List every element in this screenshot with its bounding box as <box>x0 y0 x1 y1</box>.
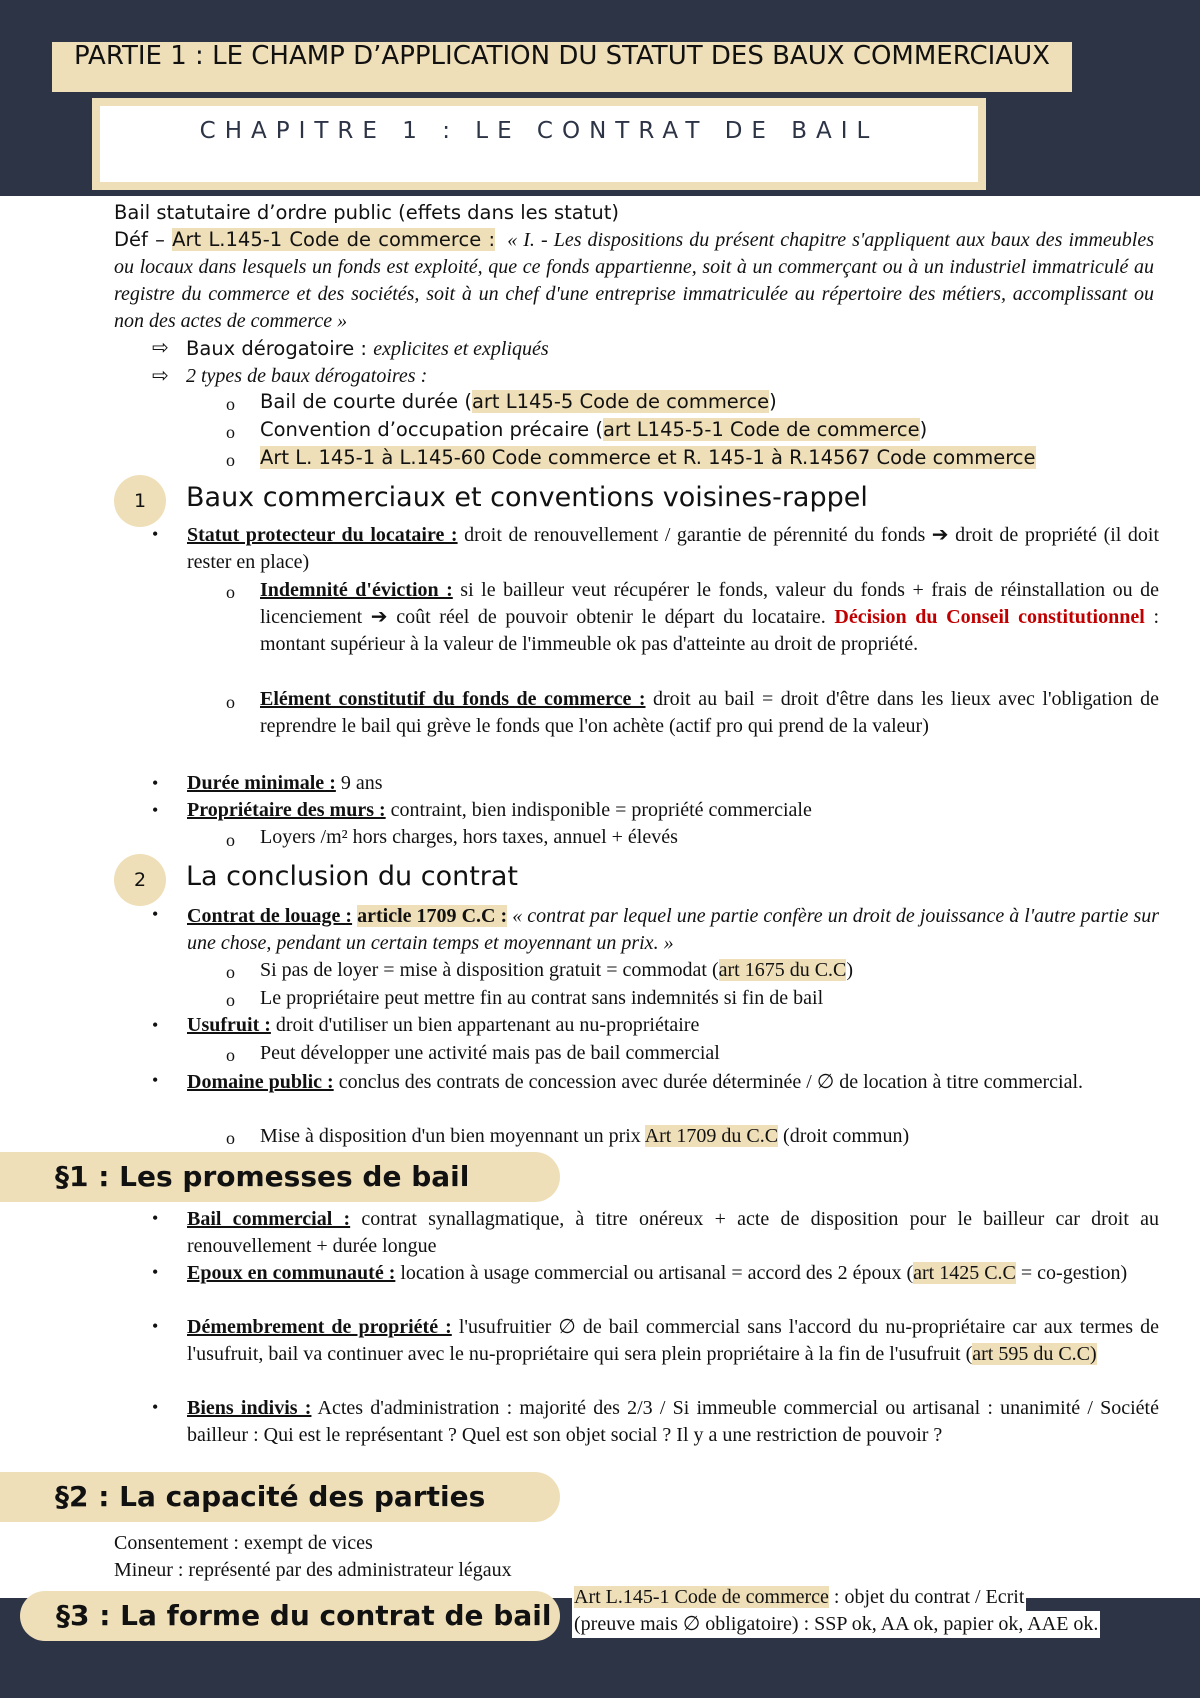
derogatoire-line <box>186 335 549 363</box>
circle-bullet-icon: o <box>226 582 235 602</box>
bullet-icon: • <box>152 1262 159 1282</box>
arrow-item <box>152 335 169 362</box>
types-italic: 2 types de baux dérogatoires : <box>186 365 428 387</box>
chapitre-box <box>92 98 986 190</box>
bullet-icon: • <box>152 800 159 820</box>
def-label: Déf – <box>114 228 173 251</box>
chapitre-title: CHAPITRE 1 : LE CONTRAT DE BAIL <box>100 106 978 182</box>
paragraph-heading-3: §3 : La forme du contrat de bail <box>20 1591 560 1641</box>
arrow-item <box>152 363 169 390</box>
derogatoire-label: Baux dérogatoire : <box>186 337 374 360</box>
list-item: Propriétaire des murs : contraint, bien indisponible = propriété commerciale <box>187 799 812 821</box>
partie-title: PARTIE 1 : LE CHAMP D’APPLICATION DU STATUT DES BAUX COMMERCIAUX <box>52 42 1072 92</box>
circle-bullet-icon: o <box>226 422 235 442</box>
circle-bullet-icon: o <box>226 962 235 982</box>
intro-line: Bail statutaire d’ordre public (effets dans les statut) <box>114 201 620 224</box>
forme-line-2: (preuve mais ∅ obligatoire) : SSP ok, AA ok, papier ok, AAE ok. <box>572 1611 1100 1638</box>
list-item: Démembrement de propriété : l'usufruitier ∅ de bail commercial sans l'accord du nu-propriétaire car aux termes de l'usufruit, bail va continuer avec le nu-propriétaire qui sera plein propriétaire à la fin de l'usufruit (art 595 du C.C) <box>187 1316 1160 1365</box>
circle-bullet-icon: o <box>226 450 235 470</box>
list-item: Si pas de loyer = mise à disposition gratuit = commodat (art 1675 du C.C) <box>260 959 854 981</box>
list-item: Contrat de louage : article 1709 C.C : « contrat par lequel une partie confère un droit de jouissance à l'autre partie sur une chose, pendant un certain temps et moyennant un prix. » <box>187 905 1160 954</box>
bullet-icon: • <box>152 1397 159 1417</box>
types-line <box>186 363 427 390</box>
def-ref: Art L.145-1 Code de commerce : <box>172 228 496 251</box>
list-item: Elément constitutif du fonds de commerce : droit au bail = droit d'être dans les lieux avec l'obligation de reprendre le bail qui grève le fonds que l'on achète (actif pro qui prend de la valeur) <box>260 688 1159 737</box>
bullet-icon: • <box>152 1070 159 1090</box>
list-item: Durée minimale : 9 ans <box>187 772 383 794</box>
bullet-icon: • <box>152 1316 159 1336</box>
bullet-icon: • <box>152 524 159 544</box>
arrow-icon: ⇨ <box>152 337 169 359</box>
circle-bullet-icon: o <box>226 1128 235 1148</box>
sub-item: Art L. 145-1 à L.145-60 Code commerce et R. 145-1 à R.14567 Code commerce <box>260 446 1036 469</box>
list-item: Domaine public : conclus des contrats de concession avec durée déterminée / ∅ de location à titre commercial. <box>187 1071 1084 1093</box>
paragraph-heading-1: §1 : Les promesses de bail <box>0 1152 560 1202</box>
list-item: Indemnité d'éviction : si le bailleur veut récupérer le fonds, valeur du fonds + frais de réinstallation ou de licenciement ➔ coût réel de pouvoir obtenir le départ du locataire. Décision du Conseil constitutionnel : montant supérieur à la valeur de l'immeuble ok pas d'atteinte au droit de propriété. <box>260 579 1159 655</box>
section-title: La conclusion du contrat <box>186 861 519 892</box>
list-item: Epoux en communauté : location à usage commercial ou artisanal = accord des 2 époux (art 1425 C.C = co-gestion) <box>187 1262 1128 1284</box>
sub-item: Bail de courte durée (art L145-5 Code de commerce) <box>260 390 777 413</box>
circle-bullet-icon: o <box>226 830 235 850</box>
list-item: Loyers /m² hors charges, hors taxes, annuel + élevés <box>260 826 678 848</box>
paragraph-heading-2: §2 : La capacité des parties <box>0 1472 560 1522</box>
list-item: Peut développer une activité mais pas de bail commercial <box>260 1042 720 1064</box>
list-item: Bail commercial : contrat synallagmatique, à titre onéreux + acte de disposition pour le bailleur car droit au renouvellement + durée longue <box>187 1208 1159 1257</box>
section-number-badge: 1 <box>114 475 166 527</box>
section-number-badge: 2 <box>114 854 166 906</box>
circle-bullet-icon: o <box>226 1045 235 1065</box>
list-item: Mise à disposition d'un bien moyennant un prix Art 1709 du C.C (droit commun) <box>260 1125 910 1147</box>
forme-line-1: Art L.145-1 Code de commerce : objet du contrat / Ecrit <box>572 1584 1026 1611</box>
circle-bullet-icon: o <box>226 990 235 1010</box>
list-item: Biens indivis : Actes d'administration : majorité des 2/3 / Si immeuble commercial ou artisanal : unanimité / Société bailleur : Qui est le représentant ? Quel est son objet social ? Il y a une restriction de pouvoir ? <box>187 1397 1159 1446</box>
definition-paragraph <box>114 226 1154 335</box>
text-line: Consentement : exempt de vices <box>114 1532 373 1554</box>
sub-item: Convention d’occupation précaire (art L145-5-1 Code de commerce) <box>260 418 928 441</box>
text-line: Mineur : représenté par des administrateur légaux <box>114 1559 512 1581</box>
bullet-icon: • <box>152 1015 159 1035</box>
list-item: Le propriétaire peut mettre fin au contrat sans indemnités si fin de bail <box>260 987 824 1009</box>
circle-bullet-icon: o <box>226 394 235 414</box>
bullet-icon: • <box>152 1208 159 1228</box>
def-quote: « I. - Les dispositions du présent chapitre s'appliquent aux baux des immeubles ou locaux dans lesquels un fonds est exploité, que ce fonds appartienne, soit à un commerçant ou à un industriel immatriculé au registre du commerce et des sociétés, soit à un chef d'une entreprise immatriculée au répertoire des métiers, accomplissant ou non des actes de commerce » <box>114 229 1155 332</box>
derogatoire-italic: explicites et expliqués <box>373 338 549 360</box>
arrow-icon: ⇨ <box>152 365 169 387</box>
list-item: Usufruit : droit d'utiliser un bien appartenant au nu-propriétaire <box>187 1014 700 1036</box>
bullet-icon: • <box>152 904 159 924</box>
circle-bullet-icon: o <box>226 692 235 712</box>
list-item: Statut protecteur du locataire : droit de renouvellement / garantie de pérennité du fonds ➔ droit de propriété (il doit rester en place) <box>187 524 1159 573</box>
section-title: Baux commerciaux et conventions voisines-rappel <box>186 482 868 513</box>
bullet-icon: • <box>152 773 159 793</box>
